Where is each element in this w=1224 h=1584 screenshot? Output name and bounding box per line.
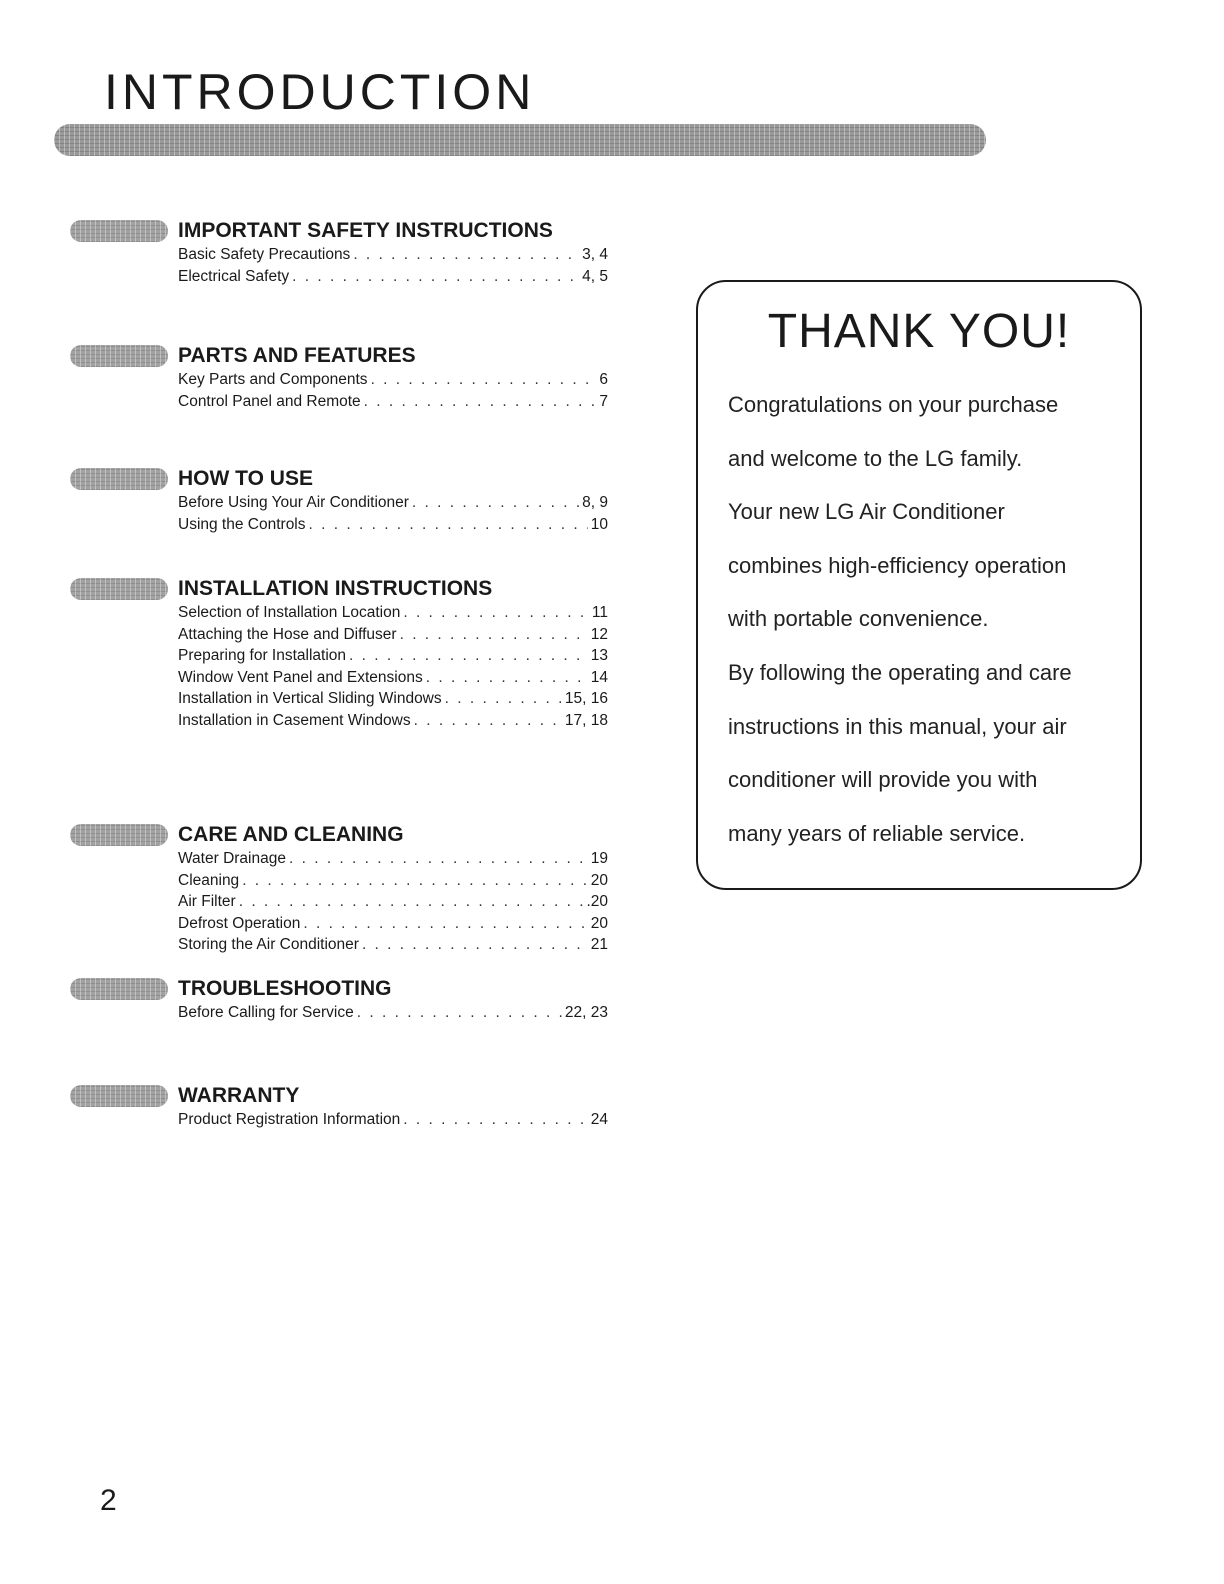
toc-entry-page: 13	[590, 647, 608, 664]
toc-entry-page: 20	[590, 914, 608, 932]
toc-entry-page: 19	[590, 850, 608, 867]
toc-entry-page: 3, 4	[582, 246, 608, 263]
toc-entry	[178, 934, 608, 956]
thank-you-line: and welcome to the LG family.	[728, 445, 1023, 471]
toc-entry-label: Installation in Vertical Sliding Windows	[178, 690, 442, 707]
thank-you-line: Congratulations on your purchase	[728, 392, 1059, 417]
dot-leader	[353, 244, 579, 266]
toc-entry-page: 7	[599, 392, 608, 410]
toc-entry-label: Control Panel and Remote	[178, 392, 361, 410]
toc-entry	[178, 369, 608, 391]
toc-entry-label: Storing the Air Conditioner	[178, 936, 359, 953]
thank-you-line: conditioner will provide you with	[728, 767, 1038, 793]
toc-entry-label: Attaching the Hose and Diffuser	[178, 625, 397, 643]
section-pill-decoration	[70, 345, 168, 367]
dot-leader	[357, 1002, 562, 1024]
toc-entry-label: Key Parts and Components	[178, 371, 368, 388]
toc-entry-label: Window Vent Panel and Extensions	[178, 668, 423, 686]
section-pill-decoration	[70, 1085, 168, 1107]
toc-entry-label: Preparing for Installation	[178, 647, 347, 664]
toc-entry-label: Cleaning	[178, 871, 240, 889]
dot-leader	[403, 602, 589, 624]
toc-entry	[178, 1109, 608, 1131]
toc-entry	[178, 1002, 608, 1024]
toc-entry	[178, 870, 608, 892]
thank-you-line: By following the operating and care	[728, 659, 1072, 685]
toc-section-title: TROUBLESHOOTING	[178, 977, 392, 1000]
thank-you-line: instructions in this manual, your air	[728, 713, 1067, 739]
dot-leader	[242, 870, 588, 892]
toc-entry	[178, 913, 608, 935]
toc-entry-label: Product Registration Information	[178, 1111, 401, 1128]
toc-entry-label: Before Using Your Air Conditioner	[178, 494, 409, 511]
dot-leader	[292, 266, 579, 288]
thank-you-title: THANK YOU!	[767, 305, 1071, 358]
toc-entry-label: Selection of Installation Location	[178, 604, 401, 621]
dot-leader	[239, 891, 584, 913]
toc-entry-page: 6	[599, 371, 608, 388]
toc-entry	[178, 848, 608, 870]
thank-you-box	[696, 280, 1142, 890]
toc-entry-label: Basic Safety Precautions	[178, 246, 351, 263]
thank-you-message	[728, 378, 1128, 860]
toc-entry	[178, 514, 608, 536]
toc-entry-label: Before Calling for Service	[178, 1004, 354, 1021]
dot-leader	[303, 913, 587, 935]
section-pill-decoration	[70, 824, 168, 846]
dot-leader	[414, 710, 562, 732]
toc-entry	[178, 266, 608, 288]
toc-entry	[178, 244, 608, 266]
toc-entry-page: 24	[590, 1111, 608, 1128]
toc-entry-page: 15, 16	[564, 690, 608, 707]
toc-section-title: INSTALLATION INSTRUCTIONS	[178, 577, 493, 600]
toc-entry-label: Water Drainage	[178, 850, 286, 867]
toc-entry	[178, 602, 608, 624]
toc-entry-label: Electrical Safety	[178, 267, 290, 285]
toc-entry-page: 12	[590, 625, 608, 643]
dot-leader	[289, 848, 588, 870]
toc-section-title: IMPORTANT SAFETY INSTRUCTIONS	[178, 219, 553, 242]
toc-entry	[178, 667, 608, 689]
toc-entry	[178, 645, 608, 667]
toc-entry-page: 8, 9	[582, 494, 608, 511]
toc-entry-page: 11	[591, 604, 608, 621]
toc-entry-label: Defrost Operation	[178, 914, 301, 932]
toc-entry-label: Using the Controls	[178, 515, 306, 533]
dot-leader	[364, 391, 597, 413]
dot-leader	[362, 934, 588, 956]
dot-leader	[309, 514, 588, 536]
toc-entry-page: 14	[590, 668, 608, 686]
thank-you-line: Your new LG Air Conditioner	[728, 499, 1005, 525]
dot-leader	[400, 624, 588, 646]
dot-leader	[349, 645, 588, 667]
thank-you-line: combines high-efficiency operation	[728, 552, 1067, 578]
dot-leader	[371, 369, 597, 391]
title-bar-decoration	[54, 124, 986, 156]
toc-section-title: CARE AND CLEANING	[178, 823, 404, 846]
page-number: 2	[100, 1484, 117, 1517]
toc-entry-page: .20	[586, 893, 608, 910]
toc-entry-label: Air Filter	[178, 893, 236, 910]
toc-entry	[178, 492, 608, 514]
section-pill-decoration	[70, 468, 168, 490]
toc-entry	[178, 624, 608, 646]
toc-entry-page: 22, 23	[564, 1004, 608, 1021]
section-pill-decoration	[70, 978, 168, 1000]
dot-leader	[403, 1109, 587, 1131]
toc-section-title: HOW TO USE	[178, 467, 313, 490]
dot-leader	[426, 667, 588, 689]
toc-entry-label: Installation in Casement Windows	[178, 711, 411, 729]
toc-entry	[178, 891, 608, 913]
toc-entry-page: 21	[590, 936, 608, 953]
toc-entry-page: 10	[590, 515, 608, 533]
toc-section-title: WARRANTY	[178, 1084, 300, 1107]
page-title: INTRODUCTION	[104, 64, 536, 120]
thank-you-line: with portable convenience.	[728, 606, 989, 632]
toc-entry-page: 4, 5	[582, 267, 608, 285]
toc-entry-page: 17, 18	[564, 711, 608, 729]
dot-leader	[412, 492, 579, 514]
dot-leader	[445, 688, 562, 710]
toc-entry-page: 20	[590, 871, 608, 889]
section-pill-decoration	[70, 578, 168, 600]
toc-entry	[178, 391, 608, 413]
toc-section-title: PARTS AND FEATURES	[178, 344, 416, 367]
toc-entry	[178, 688, 608, 710]
section-pill-decoration	[70, 220, 168, 242]
toc-entry	[178, 710, 608, 732]
thank-you-line: many years of reliable service.	[728, 820, 1026, 846]
